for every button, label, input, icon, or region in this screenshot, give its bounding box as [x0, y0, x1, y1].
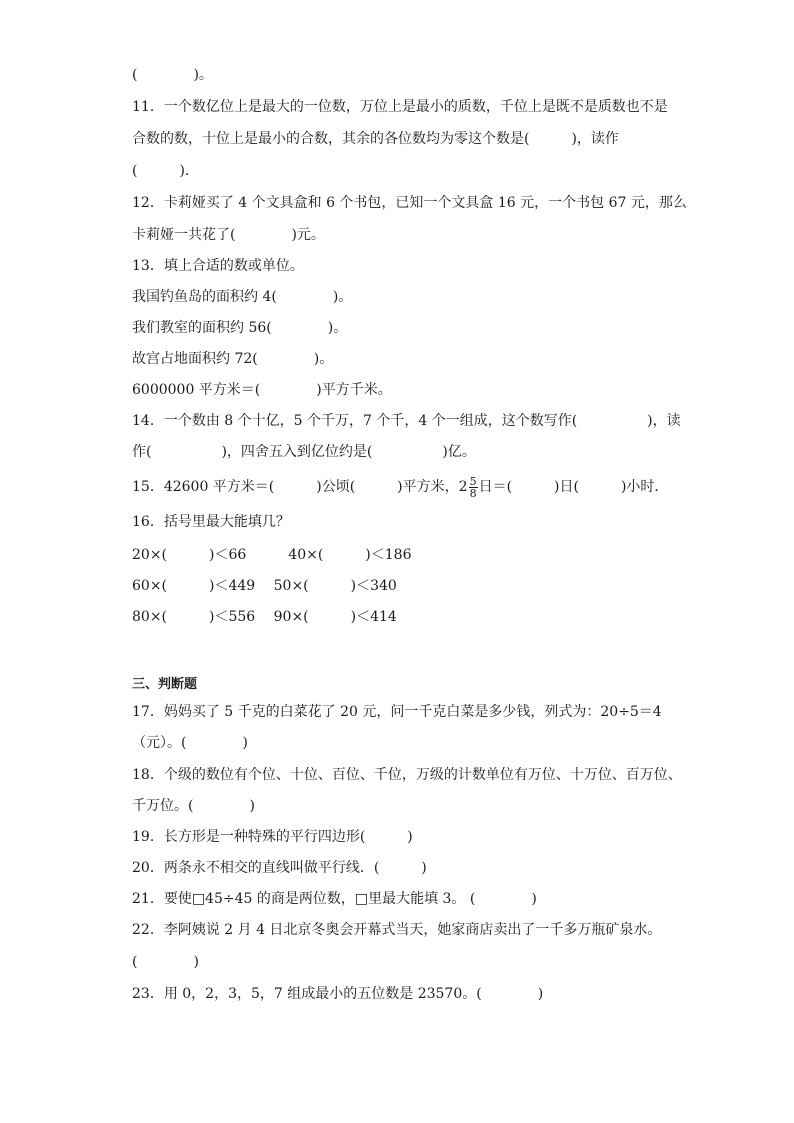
question-17: 17．妈妈买了 5 千克的白菜花了 20 元，问一千克白菜是多少钱，列式为：20÷5＝4 — [132, 704, 662, 720]
question-20: 20．两条永不相交的直线叫做平行线．( ) — [132, 860, 427, 876]
q15-text-before: 15．42600 平方米＝( )公顷( )平方米， — [132, 479, 459, 495]
text-line: 6000000 平方米＝( )平方千米。 — [132, 382, 392, 398]
text-line: 80×( )＜556 90×( )＜414 — [132, 609, 397, 625]
question-14: 14．一个数由 8 个十亿，5 个千万，7 个千，4 个一组成，这个数写作( )，读 — [132, 413, 681, 429]
question-12: 12．卡莉娅买了 4 个文具盒和 6 个书包，已知一个文具盒 16 元，一个书包 67 元，那么 — [132, 195, 687, 211]
question-19: 19．长方形是一种特殊的平行四边形( ) — [132, 829, 413, 845]
q15-text-after: 日＝( )日( )小时． — [478, 479, 669, 495]
text-line: 20×( )＜66 40×( )＜186 — [132, 547, 412, 563]
text-line: ( )． — [132, 163, 199, 179]
text-line: （元）。( ) — [132, 735, 248, 751]
text-line: 作( )，四舍五入到亿位约是( )亿。 — [132, 444, 476, 460]
fraction-numerator: 5 — [469, 474, 477, 488]
fraction — [469, 476, 478, 499]
text-line: 60×( )＜449 50×( )＜340 — [132, 578, 397, 594]
question-21: 21．要使□45÷45 的商是两位数，□里最大能填 3。 ( ) — [132, 891, 537, 907]
text-line: 我国钓鱼岛的面积约 4( )。 — [132, 289, 353, 305]
question-13: 13．填上合适的数或单位。 — [132, 258, 304, 274]
text-line: 卡莉娅一共花了( )元。 — [132, 227, 325, 243]
question-15 — [132, 474, 668, 500]
question-16: 16．括号里最大能填几？ — [132, 514, 290, 530]
question-18: 18．个级的数位有个位、十位、百位、千位，万级的计数单位有万位、十万位、百万位、 — [132, 767, 682, 783]
text-line: ( ) — [132, 954, 199, 970]
question-11: 11．一个数亿位上是最大的一位数，万位上是最小的质数，千位上是既不是质数也不是 — [132, 99, 668, 115]
text-line: 故宫占地面积约 72( )。 — [132, 351, 334, 367]
text-line: ( )。 — [132, 67, 213, 83]
mixed-number-whole: 2 — [458, 479, 468, 495]
question-22: 22．李阿姨说 2 月 4 日北京冬奥会开幕式当天，她家商店卖出了一千多万瓶矿泉水。 — [132, 922, 662, 938]
text-line: 我们教室的面积约 56( )。 — [132, 320, 348, 336]
section-title: 三、判断题 — [132, 677, 198, 692]
question-23: 23．用 0，2，3，5，7 组成最小的五位数是 23570。( ) — [132, 986, 544, 1002]
text-line: 千万位。( ) — [132, 798, 255, 814]
text-line: 合数的数，十位上是最小的合数，其余的各位数均为零这个数是( )，读作 — [132, 131, 619, 147]
fraction-denominator: 8 — [469, 486, 477, 500]
